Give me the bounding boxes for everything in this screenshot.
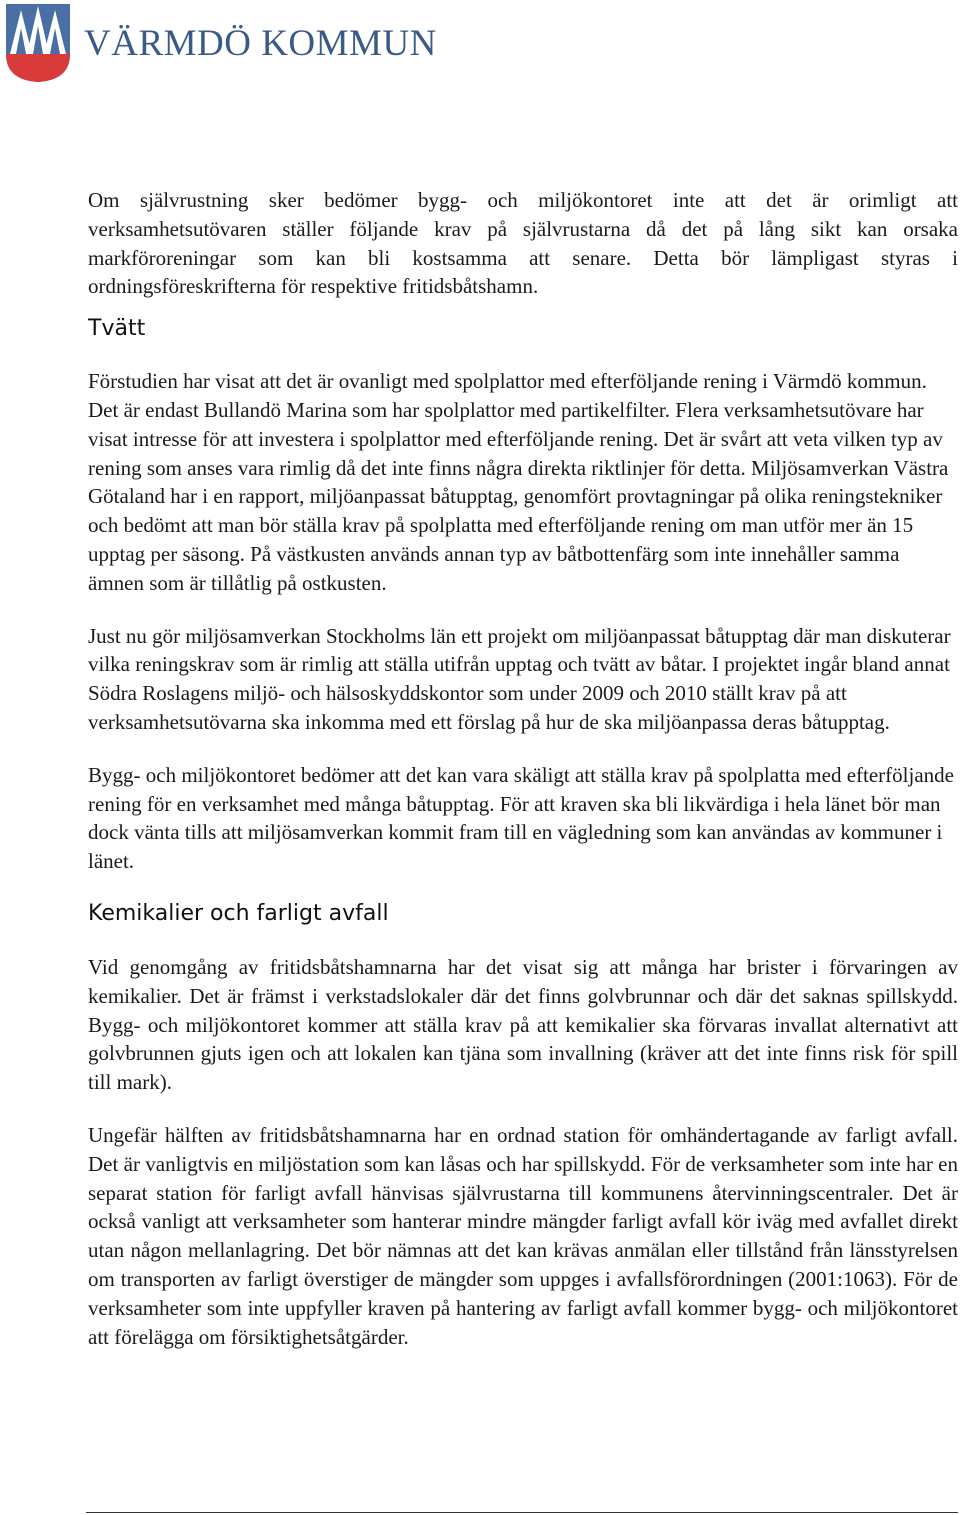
section-heading-kemikalier: Kemikalier och farligt avfall (88, 900, 389, 926)
intro-paragraph: Om självrustning sker bedömer bygg- och miljökontoret inte att det är orimligt att verksamhetsutövaren ställer följande krav på självrustarna då det på lång sikt kan orsaka markföroreningar som kan bli kostsamma att senare. Detta bör lämpligast styras i ordningsföreskrifterna för respektive fritidsbåtshamn. (88, 188, 958, 299)
municipality-name: VÄRMDÖ KOMMUN (84, 23, 437, 64)
varmdo-coat-of-arms-icon (4, 2, 72, 84)
tvatt-paragraph-2: Just nu gör miljösamverkan Stockholms län ett projekt om miljöanpassat båtupptag där man diskuterar vilka reningskrav som är rimlig att ställa utifrån upptag och tvätt av båtar. I projektet ingår bland annat Södra Roslagens miljö- och hälsoskyddskontor som under 2009 och 2010 ställt krav på att verksamhetsutövarna ska inkomma med ett förslag på hur de ska miljöanpassa deras båtupptag. (88, 623, 951, 734)
section-heading-tvatt: Tvätt (88, 316, 146, 342)
footer-divider (86, 1512, 958, 1513)
tvatt-paragraph-1: Förstudien har visat att det är ovanligt med spolplattor med efterföljande rening i Värmdö kommun. Det är endast Bullandö Marina som har spolplattor med partikelfilter. Flera verksamhetsutövare har visat intresse för att investera i spolplattor med efterföljande rening. Det är svårt att veta vilken typ av rening som anses vara rimlig då det inte finns några direkta riktlinjer för detta. Miljösamverkan Västra Götaland har i en rapport, miljöanpassat båtupptag, genomfört provtagningar på olika reningstekniker och bedömt att man bör ställa krav på spolplatta med efterföljande rening om man utför mer än 15 upptag per säsong. På västkusten används annan typ av båtbottenfärg som inte innehåller samma ämnen som är tillåtlig på ostkusten. (88, 369, 949, 595)
tvatt-paragraph-3: Bygg- och miljökontoret bedömer att det kan vara skäligt att ställa krav på spolplatta med efterföljande rening för en verksamhet med många båtupptag. För att kraven ska bli likvärdiga i hela länet bör man dock vänta tills att miljösamverkan kommit fram till en vägledning som kan användas av kommuner i länet. (88, 762, 954, 874)
document-body (88, 186, 958, 1351)
kemikalier-paragraph-2: Ungefär hälften av fritidsbåtshamnarna har en ordnad station för omhändertagande av farligt avfall. Det är vanligtvis en miljöstation som kan låsas och har spillskydd. För de verksamheter som inte har en separat station för farligt avfall hänvisas självrustarna till kommunens återvinningscentraler. Det är också vanligt att verksamheter som hanterar mindre mängder farligt avfall kör iväg med avfallet direkt utan någon mellanlagring. Det bör nämnas att det kan krävas anmälan eller tillstånd från länsstyrelsen om transporten av farligt överstiger de mängder som uppges i avfallsförordningen (2001:1063). För de verksamheter som inte uppfyller kraven på hantering av farligt avfall kommer bygg- och miljökontoret att förelägga om försiktighetsåtgärder. (88, 1122, 958, 1349)
page-header (0, 0, 960, 100)
kemikalier-paragraph-1: Vid genomgång av fritidsbåtshamnarna har det visat sig att många har brister i förvaringen av kemikalier. Det är främst i verkstadslokaler där det finns golvbrunnar och där det saknas spillskydd. Bygg- och miljökontoret kommer att ställa krav på att kemikalier ska förvaras invallat alternativt att golvbrunnen gjuts igen och att lokalen kan tjäna som invallning (kräver att det inte finns risk för spill till mark). (88, 954, 958, 1095)
